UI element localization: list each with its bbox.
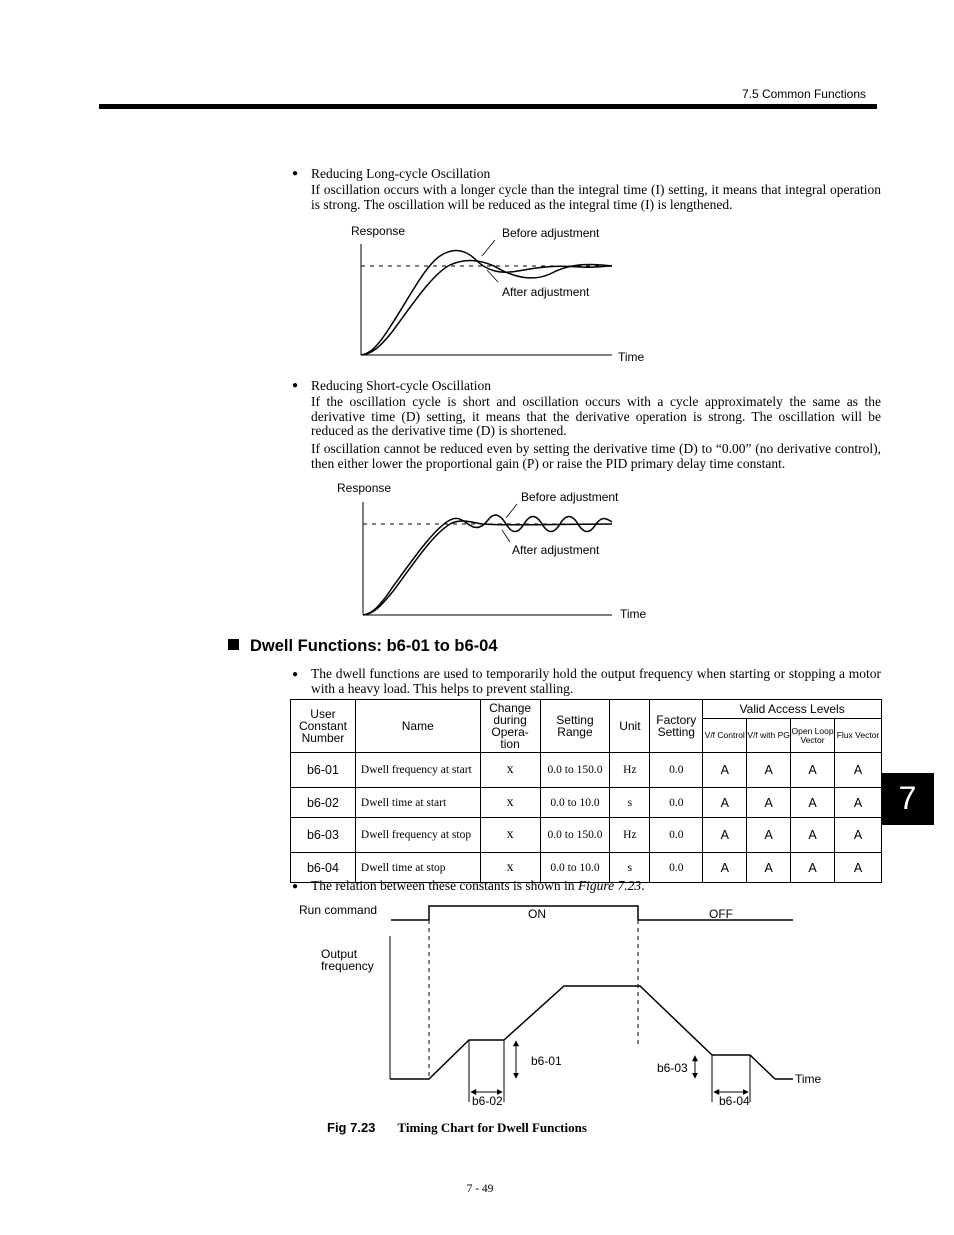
b6-02-label: b6-02 [472,1094,503,1108]
factory-setting: 0.0 [650,753,703,788]
header-change: Change during Opera- tion [480,700,540,753]
unit: s [610,788,650,818]
on-label: ON [528,907,546,921]
section-heading-text: Dwell Functions: b6-01 to b6-04 [250,637,498,655]
header-flux: Flux Vector [835,719,882,753]
bullet: ● [292,168,299,179]
access-flux: A [835,788,882,818]
table-row [291,753,882,788]
header-user-constant: User Constant Number [291,700,356,753]
access-flux: A [835,818,882,853]
figure-reference: Figure 7.23 [577,878,642,893]
constants-table [290,699,882,883]
header-name: Name [355,700,480,753]
after-pointer [502,530,510,542]
graph-y-label: Response [351,224,406,238]
access-flux: A [835,753,882,788]
short-cycle-graph [330,478,660,624]
access-vf: A [703,788,747,818]
output-frequency-label: frequency [321,959,374,973]
long-cycle-title: Reducing Long-cycle Oscillation [311,166,491,181]
graph-y-label: Response [337,481,392,495]
run-command-label: Run command [299,903,378,917]
b6-03-label: b6-03 [657,1061,688,1075]
constant-name: Dwell frequency at stop [355,818,480,853]
after-adjustment-label: After adjustment [502,285,590,299]
figure-number: Fig 7.23 [327,1120,376,1135]
unit: s [610,853,650,883]
header-valid-access: Valid Access Levels [703,700,882,719]
section-heading [228,637,498,656]
setting-range: 0.0 to 150.0 [540,818,610,853]
header-unit: Unit [610,700,650,753]
before-adjustment-curve [363,515,612,615]
running-header: 7.5 Common Functions [741,87,866,101]
header-factory-setting: Factory Setting [650,700,703,753]
setting-range: 0.0 to 10.0 [540,853,610,883]
setting-range: 0.0 to 10.0 [540,788,610,818]
constant-number: b6-03 [291,818,356,853]
factory-setting: 0.0 [650,853,703,883]
long-cycle-graph [340,222,660,368]
header-open-loop: Open Loop Vector [791,719,835,753]
change-mark: x [480,853,540,883]
time-label: Time [795,1072,822,1086]
factory-setting: 0.0 [650,788,703,818]
off-label: OFF [709,907,733,921]
before-pointer [482,240,495,256]
figure-title: Timing Chart for Dwell Functions [397,1120,587,1135]
access-olv: A [791,853,835,883]
before-adjustment-label: Before adjustment [502,226,600,240]
short-cycle-title: Reducing Short-cycle Oscillation [311,378,491,393]
table-row [291,788,882,818]
header-vf-pg: V/f with PG [747,719,791,753]
access-vf: A [703,818,747,853]
setting-range: 0.0 to 150.0 [540,753,610,788]
short-cycle-body-1: If the oscillation cycle is short and oscillation occurs with a cycle approximately the same as the derivative time (D) setting, it means that the derivative operation is strong. The oscillation will be reduced as the derivative time (D) is shortened. [311,394,881,438]
access-vf: A [703,853,747,883]
constant-name: Dwell time at start [355,788,480,818]
graph-x-label: Time [618,350,645,364]
before-adjustment-label: Before adjustment [521,490,619,504]
change-mark: x [480,788,540,818]
dwell-timing-chart [290,896,830,1111]
after-adjustment-label: After adjustment [512,543,600,557]
relation-text-start: The relation between these constants is shown in [311,878,578,893]
output-frequency-label: Output [321,947,358,961]
factory-setting: 0.0 [650,818,703,853]
unit: Hz [610,818,650,853]
before-pointer [506,504,517,518]
graph-x-label: Time [620,607,647,621]
header-vf: V/f Control [703,719,747,753]
short-cycle-body-2: If oscillation cannot be reduced even by setting the derivative time (D) to “0.00” (no derivative control), then either lower the proportional gain (P) or raise the PID primary delay time constant. [311,441,881,471]
figure-caption [327,1120,587,1136]
change-mark: x [480,818,540,853]
relation-text-end: . [641,878,645,893]
constant-name: Dwell frequency at start [355,753,480,788]
table-row [291,818,882,853]
constant-number: b6-01 [291,753,356,788]
after-adjustment-curve [363,521,612,615]
bullet: ● [292,881,299,892]
b6-04-label: b6-04 [719,1094,750,1108]
access-olv: A [791,818,835,853]
bullet: ● [292,669,299,680]
access-olv: A [791,753,835,788]
output-frequency-curve [390,986,775,1079]
chapter-tab: 7 [881,773,934,825]
constant-number: b6-02 [291,788,356,818]
relation-text [311,879,881,894]
bullet: ● [292,380,299,391]
dwell-intro: The dwell functions are used to temporarily hold the output frequency when starting or stopping a motor with a heavy load. This helps to prevent stalling. [311,666,881,696]
access-flux: A [835,853,882,883]
access-vf-pg: A [747,818,791,853]
heading-square-icon [228,639,239,650]
access-vf-pg: A [747,788,791,818]
header-setting-range: Setting Range [540,700,610,753]
access-vf-pg: A [747,853,791,883]
long-cycle-body: If oscillation occurs with a longer cycle than the integral time (I) setting, it means that integral operation is strong. The oscillation will be reduced as the integral time (I) is lengthened. [311,182,881,212]
after-adjustment-curve [361,261,612,355]
access-olv: A [791,788,835,818]
page-number: 7 - 49 [466,1183,494,1195]
header-rule [99,104,877,109]
constant-number: b6-04 [291,853,356,883]
b6-01-label: b6-01 [531,1054,562,1068]
access-vf: A [703,753,747,788]
unit: Hz [610,753,650,788]
access-vf-pg: A [747,753,791,788]
constant-name: Dwell time at stop [355,853,480,883]
change-mark: x [480,753,540,788]
